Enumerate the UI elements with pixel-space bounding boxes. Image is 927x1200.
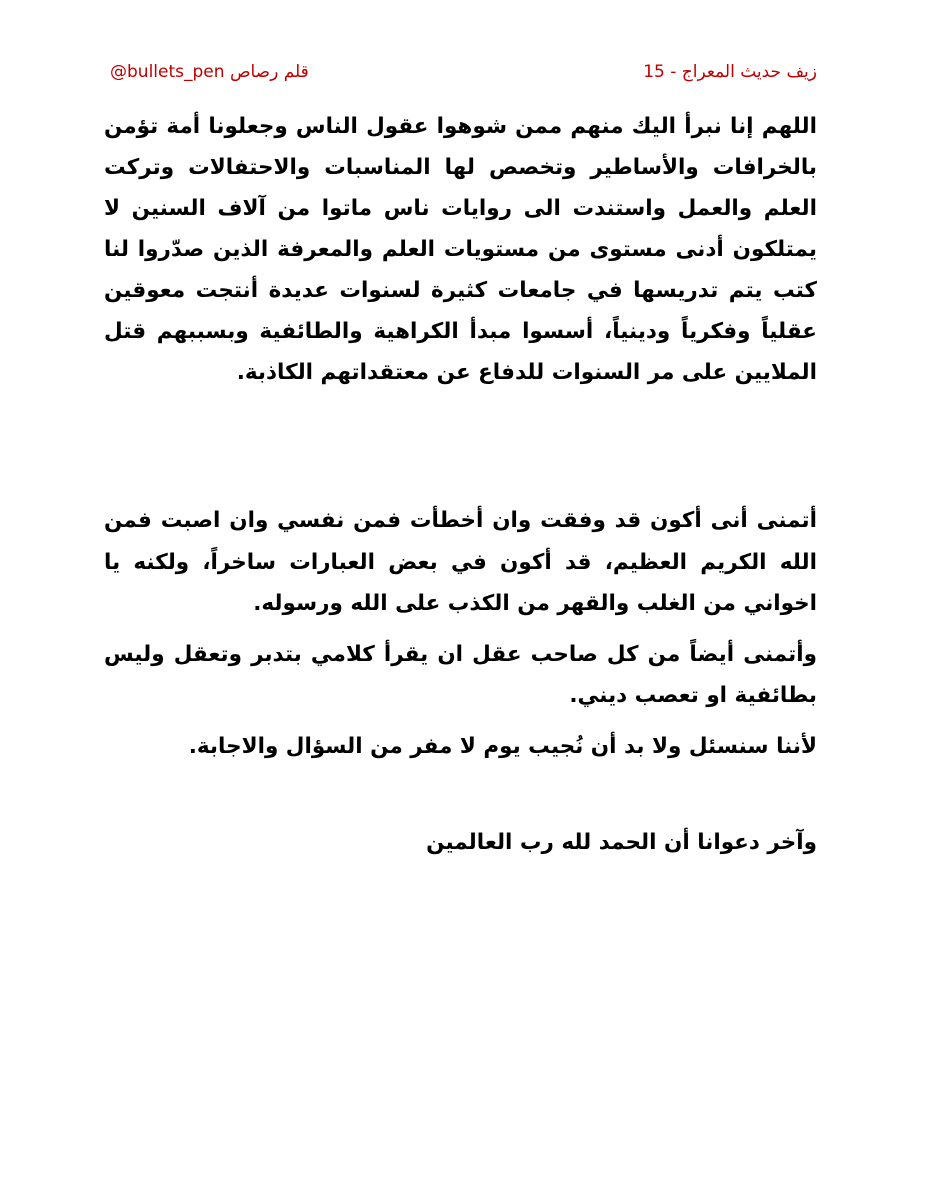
page-header — [110, 58, 817, 86]
final-line: وآخر دعوانا أن الحمد لله رب العالمين — [426, 830, 817, 855]
author-label: قلم رصاص — [229, 62, 309, 82]
author-handle: @bullets_pen — [110, 62, 225, 82]
intro-section — [104, 106, 817, 393]
final-section — [104, 822, 817, 863]
closing-section — [104, 500, 817, 776]
closing-paragraph-3: لأننا سنسئل ولا بد أن نُجيب يوم لا مفر من السؤال والاجابة. — [188, 733, 817, 759]
header-title: زيف حديث المعراج - 15 — [643, 62, 817, 82]
closing-paragraph-1: أتمنى أنى أكون قد وفقت وان أخطأت فمن نفسي وان اصبت فمن الله الكريم العظيم، قد أكون في بعض العبارات ساخراً، ولكنه يا اخواني من الغلب والقهر من الكذب على الله ورسوله. — [104, 508, 817, 616]
header-author — [110, 58, 309, 86]
closing-paragraph-2: وأتمنى أيضاً من كل صاحب عقل ان يقرأ كلامي بتدبر وتعقل وليس بطائفية او تعصب ديني. — [104, 641, 817, 708]
intro-paragraph: اللهم إنا نبرأ اليك منهم ممن شوهوا عقول الناس وجعلونا أمة تؤمن بالخرافات والأساطير وتخصص لها المناسبات والاحتفالات وتركت العلم والعمل واستندت الى روايات ناس ماتوا من آلاف السنين لا يمتلكون أدنى مستوى من مستويات العلم والمعرفة الذين صدّروا لنا كتب يتم تدريسها في جامعات كثيرة لسنوات عديدة أنتجت معوقين عقلياً وفكرياً ودينياً، أسسوا مبدأ الكراهية والطائفية وبسببهم قتل الملايين على مر السنوات للدفاع عن معتقداتهم الكاذبة. — [104, 114, 817, 385]
